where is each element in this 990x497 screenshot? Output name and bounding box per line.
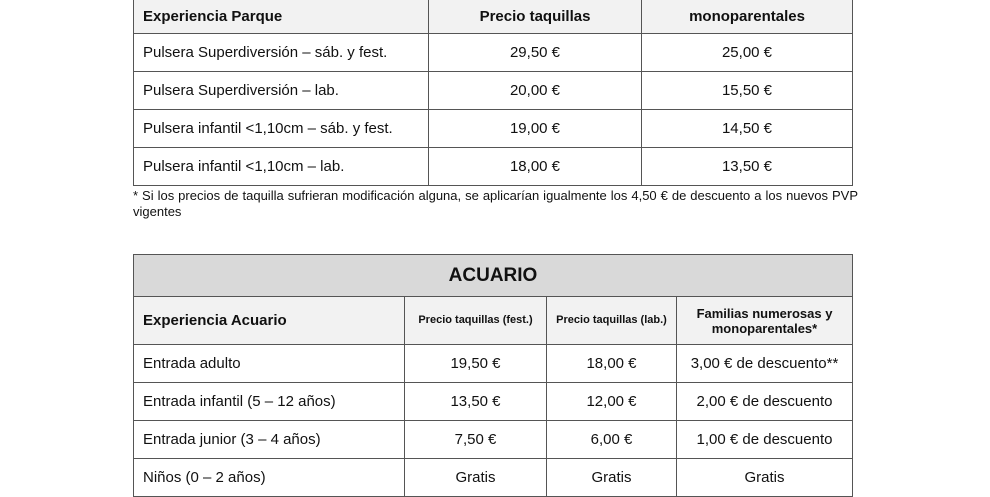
- aquarium-cell-price-weekday: Gratis: [547, 459, 677, 497]
- park-cell-price: 18,00 €: [429, 148, 642, 186]
- park-cell-family-price: 14,50 €: [642, 110, 853, 148]
- table-row: [134, 421, 853, 459]
- aquarium-title-row: [134, 255, 853, 297]
- park-cell-experience: Pulsera Superdiversión – lab.: [134, 72, 429, 110]
- park-cell-experience: Pulsera infantil <1,10cm – sáb. y fest.: [134, 110, 429, 148]
- aquarium-cell-price-weekday: 6,00 €: [547, 421, 677, 459]
- park-cell-family-price: 13,50 €: [642, 148, 853, 186]
- aquarium-cell-price-weekday: 18,00 €: [547, 345, 677, 383]
- table-row: [134, 345, 853, 383]
- aquarium-cell-family-discount: Gratis: [677, 459, 853, 497]
- table-row: [134, 34, 853, 72]
- table-row: [134, 72, 853, 110]
- aquarium-cell-price-holiday: 7,50 €: [405, 421, 547, 459]
- park-cell-price: 29,50 €: [429, 34, 642, 72]
- table-row: [134, 110, 853, 148]
- park-cell-experience: Pulsera infantil <1,10cm – lab.: [134, 148, 429, 186]
- park-header-experience: Experiencia Parque: [134, 0, 429, 34]
- aquarium-cell-family-discount: 3,00 € de descuento**: [677, 345, 853, 383]
- park-header-price: Precio taquillas: [429, 0, 642, 34]
- table-row: [134, 383, 853, 421]
- park-cell-family-price: 25,00 €: [642, 34, 853, 72]
- aquarium-table-header-row: [134, 297, 853, 345]
- table-row: [134, 148, 853, 186]
- aquarium-cell-experience: Niños (0 – 2 años): [134, 459, 405, 497]
- park-cell-price: 20,00 €: [429, 72, 642, 110]
- park-cell-price: 19,00 €: [429, 110, 642, 148]
- aquarium-header-price-holiday: Precio taquillas (fest.): [405, 297, 547, 345]
- aquarium-cell-experience: Entrada infantil (5 – 12 años): [134, 383, 405, 421]
- aquarium-cell-family-discount: 1,00 € de descuento: [677, 421, 853, 459]
- aquarium-cell-price-holiday: Gratis: [405, 459, 547, 497]
- aquarium-cell-family-discount: 2,00 € de descuento: [677, 383, 853, 421]
- park-price-table: [133, 0, 853, 186]
- aquarium-cell-experience: Entrada adulto: [134, 345, 405, 383]
- aquarium-header-price-weekday: Precio taquillas (lab.): [547, 297, 677, 345]
- aquarium-header-families: Familias numerosas y monoparentales*: [677, 297, 853, 345]
- aquarium-price-table: [133, 254, 853, 497]
- aquarium-header-experience: Experiencia Acuario: [134, 297, 405, 345]
- park-table-header-row: [134, 0, 853, 34]
- aquarium-cell-price-holiday: 19,50 €: [405, 345, 547, 383]
- park-cell-family-price: 15,50 €: [642, 72, 853, 110]
- price-change-footnote: * Si los precios de taquilla sufrieran modificación alguna, se aplicarían igualmente los 4,50 € de descuento a los nuevos PVP vigentes: [133, 188, 858, 219]
- park-header-families: monoparentales: [642, 0, 853, 34]
- aquarium-title: ACUARIO: [134, 255, 853, 297]
- aquarium-cell-price-weekday: 12,00 €: [547, 383, 677, 421]
- aquarium-cell-experience: Entrada junior (3 – 4 años): [134, 421, 405, 459]
- aquarium-cell-price-holiday: 13,50 €: [405, 383, 547, 421]
- park-cell-experience: Pulsera Superdiversión – sáb. y fest.: [134, 34, 429, 72]
